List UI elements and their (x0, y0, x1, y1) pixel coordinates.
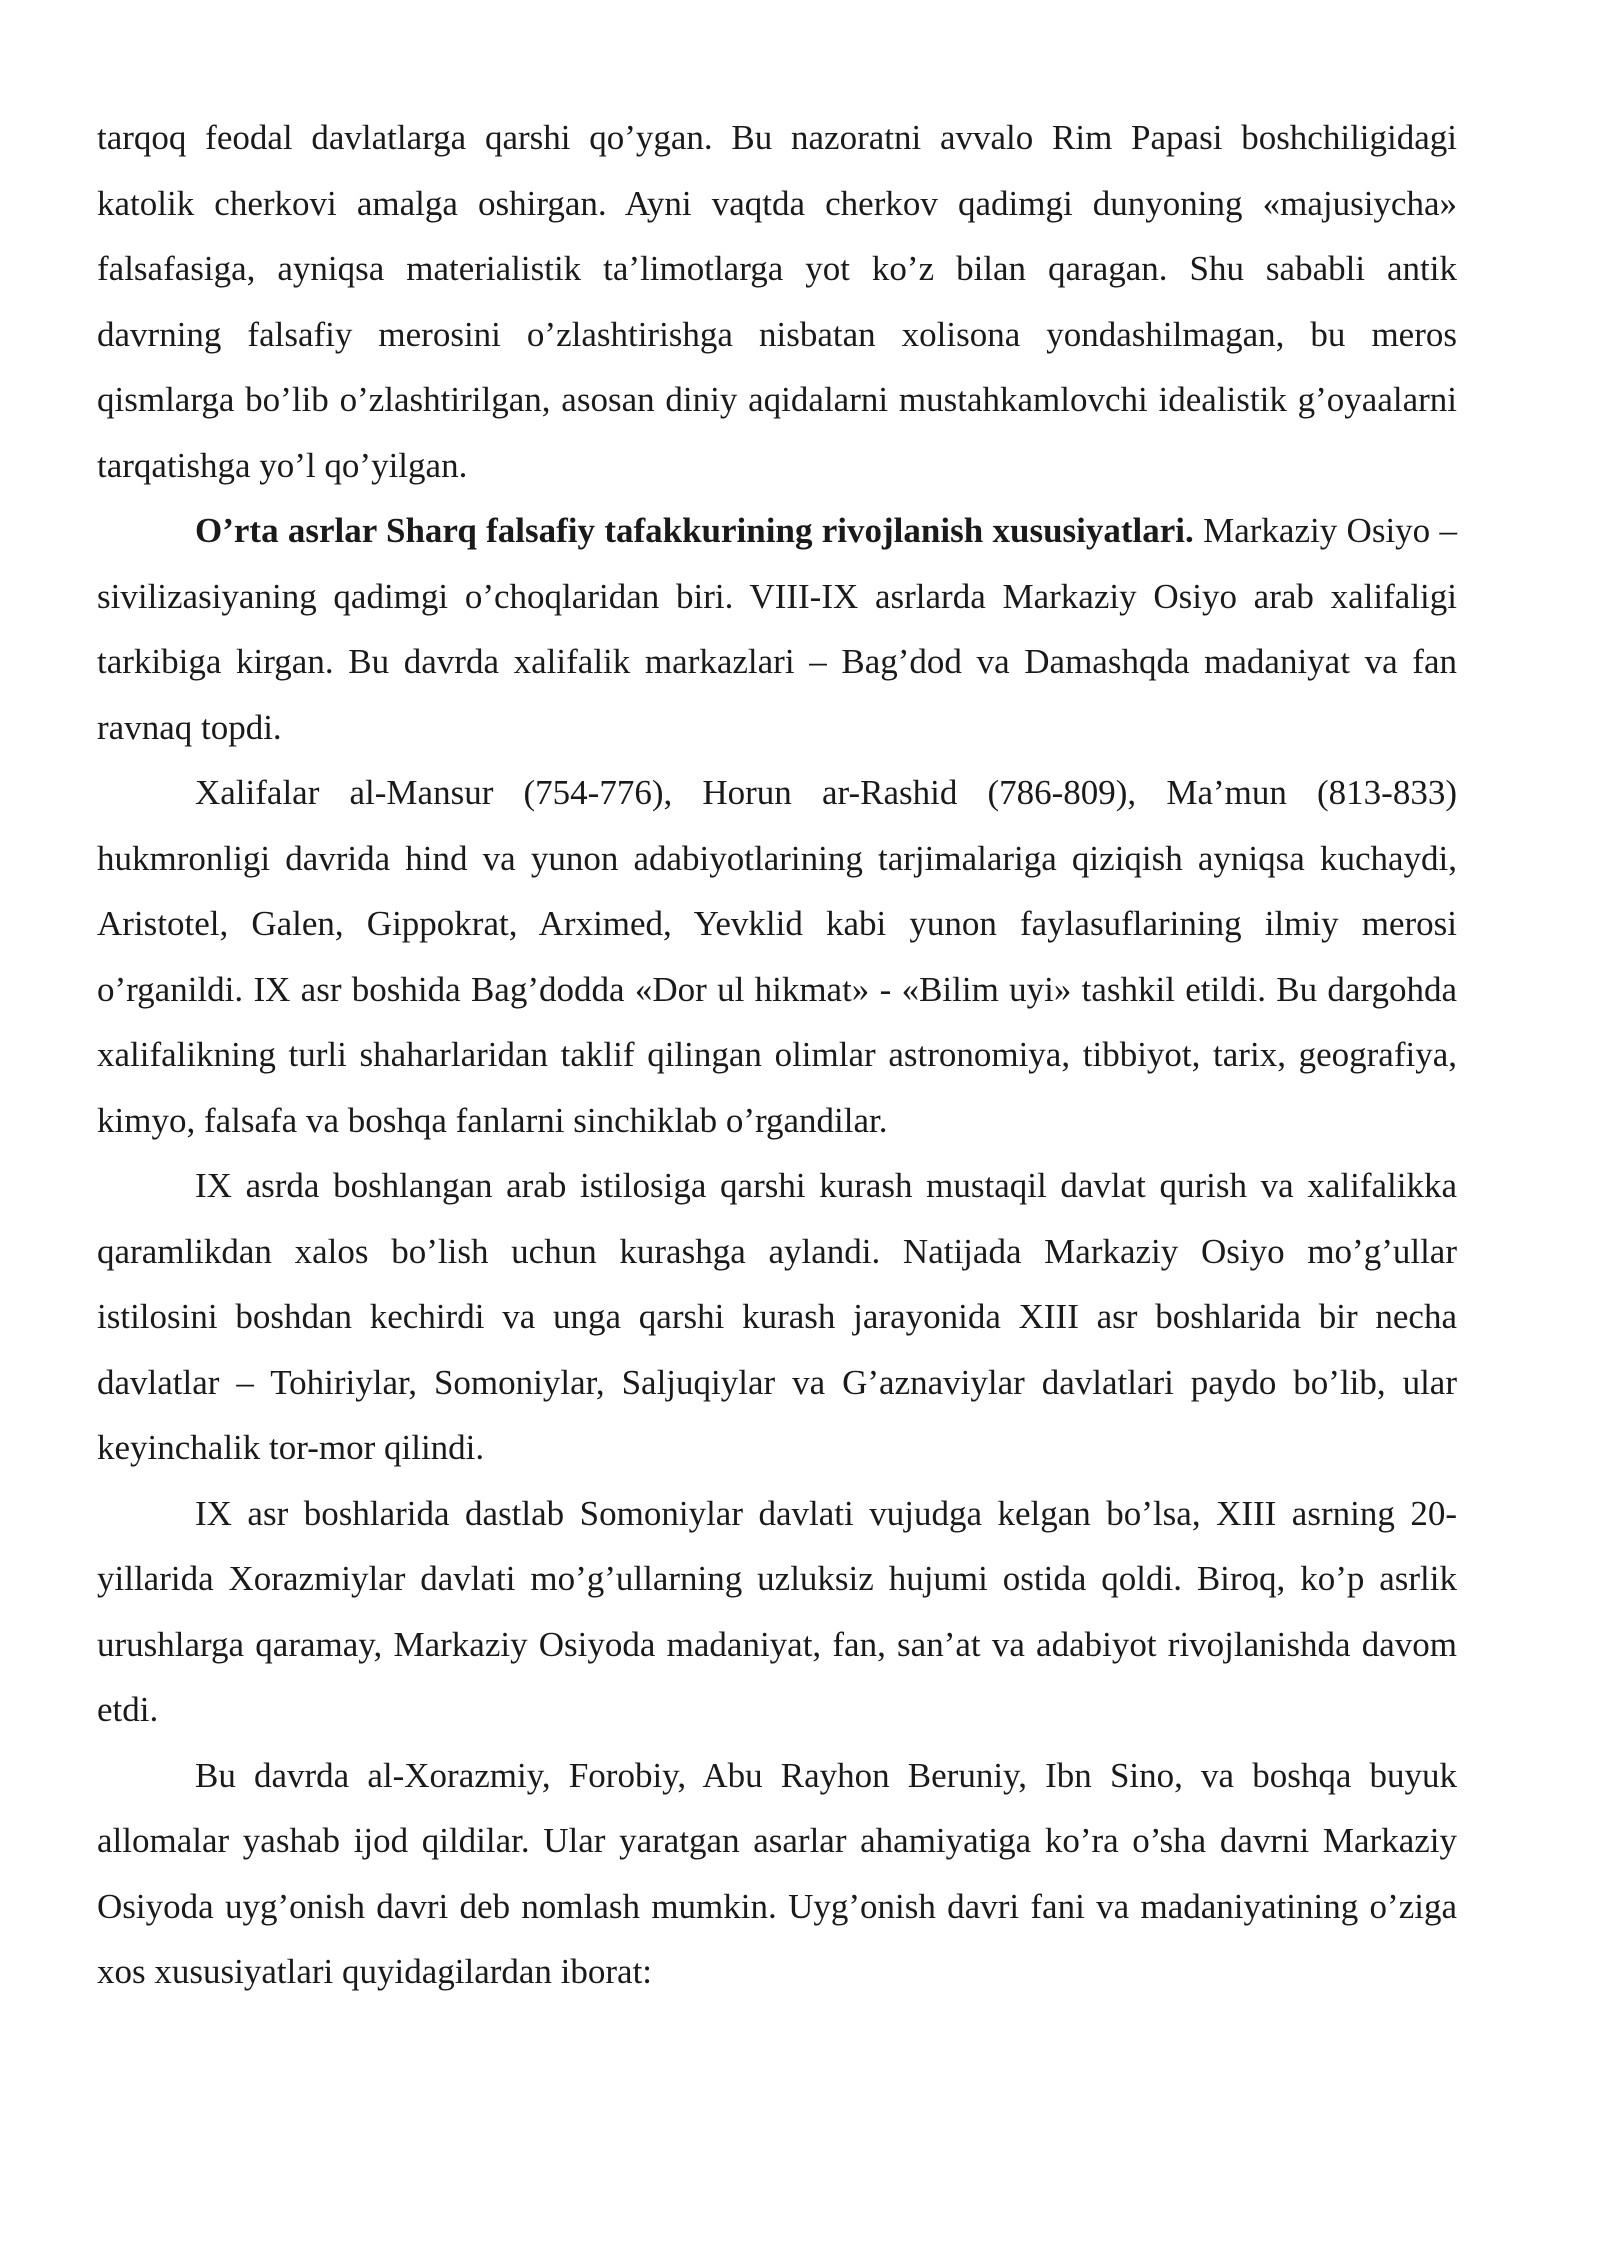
paragraph-text: Bu davrda al-Xorazmiy, Forobiy, Abu Rayhon Beruniy, Ibn Sino, va boshqa buyuk allomalar yashab ijod qildilar. Ular yaratgan asarlar ahamiyatiga ko’ra o’sha davrni Markaziy Osiyoda uyg’onish davri deb nomlash mumkin. Uyg’onish davri fani va madaniyatining o’ziga xos xususiyatlari quyidagilardan iborat: (97, 1755, 1457, 1991)
paragraph-text: Xalifalar al-Mansur (754-776), Horun ar-Rashid (786-809), Ma’mun (813-833) hukmronligi davrida hind va yunon adabiyotlarining tarjimalariga qiziqish ayniqsa kuchaydi, Aristotel, Galen, Gippokrat, Arximed, Yevklid kabi yunon faylasuflarining ilmiy merosi o’rganildi. IX asr boshida Bag’dodda «Dor ul hikmat» - «Bilim uyi» tashkil etildi. Bu dargohda xalifalikning turli shaharlaridan taklif qilingan olimlar astronomiya, tibbiyot, tarix, geografiya, kimyo, falsafa va boshqa fanlarni sinchiklab o’rgandilar. (97, 773, 1457, 1140)
paragraph-text: tarqoq feodal davlatlarga qarshi qo’ygan. Bu nazoratni avvalo Rim Papasi boshchiligidagi katolik cherkovi amalga oshirgan. Ayni vaqtda cherkov qadimgi dunyoning «majusiycha» falsafasiga, ayniqsa materialistik ta’limotlarga yot ko’z bilan qaragan. Shu sababli antik davrning falsafiy merosini o’zlashtirishga nisbatan xolisona yondashilmagan, bu meros qismlarga bo’lib o’zlashtirilgan, asosan diniy aqidalarni mustahkamlovchi idealistik g’oyaalarni tarqatishga yo’l qo’yilgan. (97, 118, 1457, 485)
paragraph-continuation (97, 105, 1457, 498)
document-page (97, 105, 1457, 2005)
paragraph-renaissance (97, 1743, 1457, 2005)
section-heading: O’rta asrlar Sharq falsafiy tafakkurining rivojlanish xususiyatlari. (195, 511, 1194, 550)
paragraph-section-heading (97, 498, 1457, 760)
paragraph-text: IX asrda boshlangan arab istilosiga qarshi kurash mustaqil davlat qurish va xalifalikka qaramlikdan xalos bo’lish uchun kurashga aylandi. Natijada Markaziy Osiyo mo’g’ullar istilosini boshdan kechirdi va unga qarshi kurash jarayonida XIII asr boshlarida bir necha davlatlar – Tohiriylar, Somoniylar, Saljuqiylar va G’aznaviylar davlatlari paydo bo’lib, ular keyinchalik tor-mor qilindi. (97, 1166, 1457, 1467)
paragraph-text: IX asr boshlarida dastlab Somoniylar davlati vujudga kelgan bo’lsa, XIII asrning 20-yillarida Xorazmiylar davlati mo’g’ullarning uzluksiz hujumi ostida qoldi. Biroq, ko’p asrlik urushlarga qaramay, Markaziy Osiyoda madaniyat, fan, san’at va adabiyot rivojlanishda davom etdi. (97, 1493, 1457, 1729)
paragraph-caliphs (97, 760, 1457, 1153)
paragraph-samanids (97, 1481, 1457, 1743)
paragraph-text: Markaziy Osiyo – sivilizasiyaning qadimgi o’choqlaridan biri. VIII-IX asrlarda Markaziy Osiyo arab xalifaligi tarkibiga kirgan. Bu davrda xalifalik markazlari – Bag’dod va Damashqda madaniyat va fan ravnaq topdi. (97, 511, 1457, 747)
paragraph-arab-conquest (97, 1153, 1457, 1481)
